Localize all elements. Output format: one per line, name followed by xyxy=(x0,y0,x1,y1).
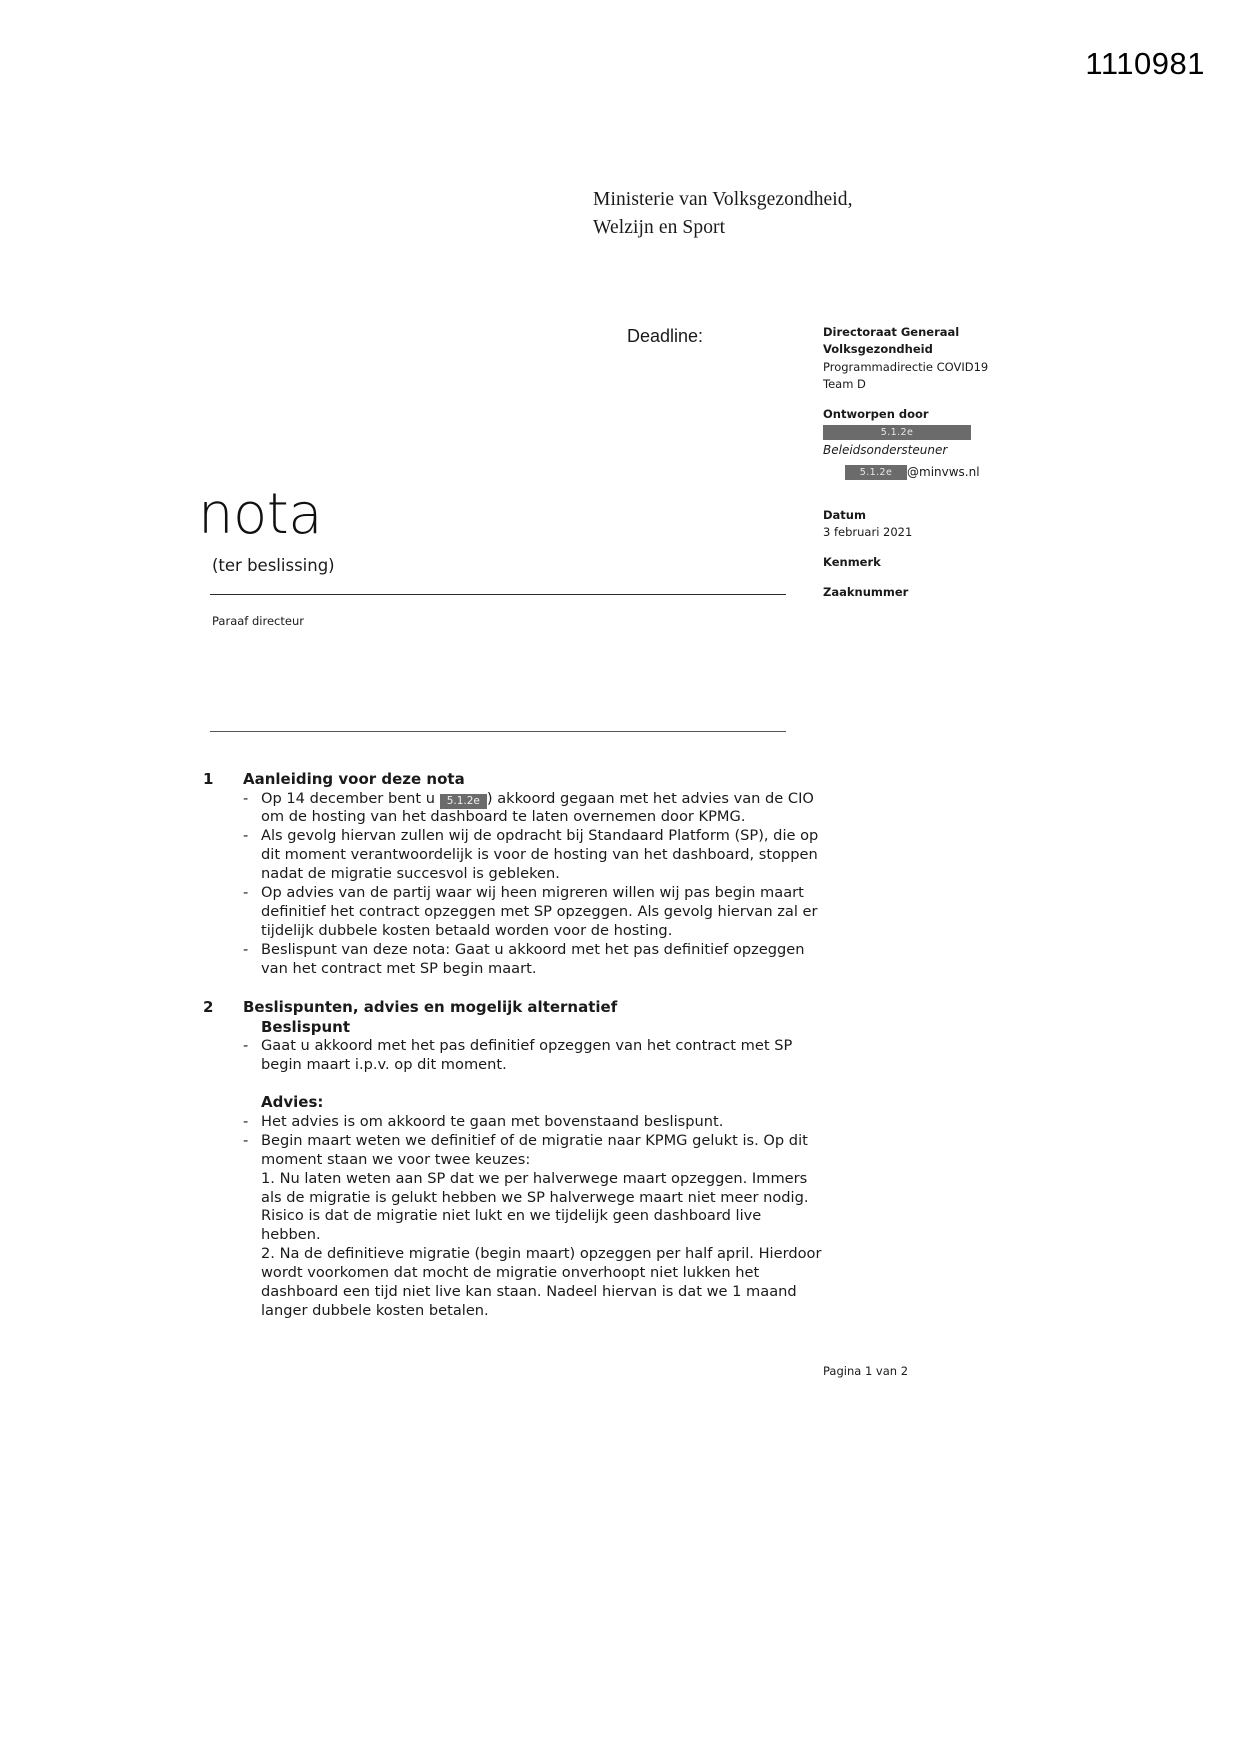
document-body xyxy=(203,770,823,1321)
meta-spacer xyxy=(823,571,1063,584)
divider-top xyxy=(210,594,786,595)
designer-role: Beleidsondersteuner xyxy=(823,442,948,457)
subheading-beslispunt: Beslispunt xyxy=(261,1017,351,1036)
list-item: - Begin maart weten we definitief of de migratie naar KPMG gelukt is. Op dit moment staan we voor twee keuzes: xyxy=(203,1132,823,1170)
ministry-logo-block xyxy=(593,186,853,241)
advies-option-2: 2. Na de definitieve migratie (begin maart) opzeggen per half april. Hierdoor wordt voorkomen dat mocht de migratie onverhoopt niet lukken het dashboard een tijd niet live kan staan. Nadeel hiervan is dat we 1 maand langer dubbele kosten betalen. xyxy=(261,1245,822,1320)
kenmerk-label: Kenmerk xyxy=(823,555,881,569)
list-item: - Het advies is om akkoord te gaan met bovenstaand beslispunt. xyxy=(203,1113,823,1132)
section-1-bullets xyxy=(203,790,823,980)
ministry-line-1: Ministerie van Volksgezondheid, xyxy=(593,189,853,210)
section-gap xyxy=(203,979,823,998)
section-title: Beslispunten, advies en mogelijk alternatief xyxy=(243,998,618,1017)
advies-bullets xyxy=(203,1113,823,1170)
section-title: Aanleiding voor deze nota xyxy=(243,770,465,788)
section-heading-1 xyxy=(203,770,823,790)
page-subtitle: (ter beslissing) xyxy=(212,556,335,575)
meta-spacer xyxy=(823,541,1063,554)
list-item xyxy=(203,790,823,828)
list-item: - Beslispunt van deze nota: Gaat u akkoord met het pas definitief opzeggen van het contract met SP begin maart. xyxy=(203,941,823,979)
page-footer: Pagina 1 van 2 xyxy=(823,1364,909,1378)
org-line-3: Programmadirectie COVID19 xyxy=(823,359,989,374)
email-domain: @minvws.nl xyxy=(907,464,980,479)
list-item: - Als gevolg hiervan zullen wij de opdracht bij Standaard Platform (SP), die op dit moment verantwoordelijk is voor de hosting van het dashboard, stoppen nadat de migratie succesvol is gebleken. xyxy=(203,827,823,884)
designed-by-label: Ontworpen door xyxy=(823,407,929,421)
meta-spacer xyxy=(823,481,1063,507)
subheading-advies: Advies: xyxy=(261,1093,324,1112)
deadline-label: Deadline: xyxy=(627,326,704,346)
list-item: - Op advies van de partij waar wij heen migreren willen wij pas begin maart definitief het contract opzeggen met SP opzeggen. Als gevolg hiervan zal er tijdelijk dubbele kosten betaald worden voor de hosting. xyxy=(203,884,823,941)
paraaf-directeur-label: Paraaf directeur xyxy=(212,614,304,628)
date-label: Datum xyxy=(823,507,866,522)
metadata-sidebar xyxy=(823,324,1063,602)
org-line-4: Team D xyxy=(823,376,866,391)
page-title: nota xyxy=(198,482,323,547)
ministry-line-2: Welzijn en Sport xyxy=(593,216,726,238)
divider-bottom xyxy=(210,731,786,732)
org-line-2: Volksgezondheid xyxy=(823,342,933,357)
date-value: 3 februari 2021 xyxy=(823,524,913,539)
redaction-block-name: 5.1.2e xyxy=(823,425,971,440)
redaction-block-inline: 5.1.2e xyxy=(440,794,487,809)
document-number: 1110981 xyxy=(1085,46,1205,81)
zaaknummer-label: Zaaknummer xyxy=(823,585,909,600)
bullet-text-post: ) akkoord gegaan met het advies van de CIO om de hosting van het dashboard te laten overnemen door KPMG. xyxy=(261,789,814,826)
section-number: 1 xyxy=(203,770,214,788)
designer-email xyxy=(823,463,1063,481)
list-item: - Gaat u akkoord met het pas definitief opzeggen van het contract met SP begin maart i.p.v. op dit moment. xyxy=(203,1037,823,1075)
bullet-text-pre: Op 14 december bent u xyxy=(261,789,440,807)
advies-option-1: 1. Nu laten weten aan SP dat we per halverwege maart opzeggen. Immers als de migratie is gelukt hebben we SP halverwege maart niet meer nodig. Risico is dat de migratie niet lukt en we tijdelijk geen dashboard live hebben. xyxy=(261,1169,809,1244)
section-number: 2 xyxy=(203,998,214,1017)
redaction-block-email: 5.1.2e xyxy=(845,465,907,480)
section-heading-2 xyxy=(203,998,823,1018)
org-line-1: Directoraat Generaal xyxy=(823,325,960,339)
meta-spacer xyxy=(823,393,1063,406)
beslispunt-bullets xyxy=(203,1037,823,1075)
